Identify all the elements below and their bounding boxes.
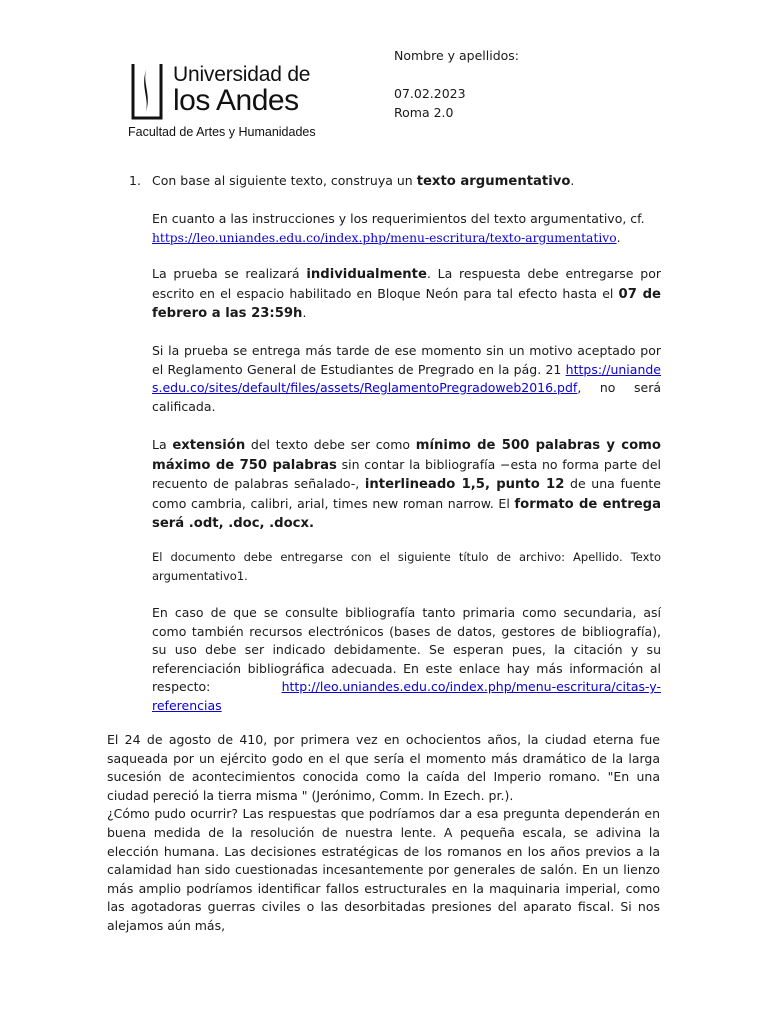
course-name: Roma 2.0 xyxy=(394,105,454,120)
question-text: Con base al siguiente texto, construya un texto argumentativo. xyxy=(152,173,575,189)
body-paragraph-2: ¿Cómo pudo ocurrir? Las respuestas que podríamos dar a esa pregunta dependerán en buena medida de la resolución de nuestra lente. A pequeña escala, se adivina la elección humana. Las decisiones estratégicas de los romanos en los años previos a la calamidad han sido cuestionadas incesantemente por generales de salón. En un lienzo más amplio podríamos identificar fallos estructurales en la maquinaria imperial, como las agotadoras guerras civiles o las desorbitadas presiones del aparato fiscal. Si nos alejamos aún más, xyxy=(107,806,660,933)
logo-los-andes-text: los Andes xyxy=(173,84,299,117)
university-emblem-icon xyxy=(127,60,167,122)
logo-university-text: Universidad de xyxy=(173,63,311,86)
individual-paragraph: La prueba se realizará individualmente. La respuesta debe entregarse por escrito en el espacio habilitado en Bloque Neón para tal efecto hasta el 07 de febrero a las 23:59h. xyxy=(152,266,662,322)
regulation-link[interactable]: https://uniandes.edu.co/sites/default/files/assets/ReglamentoPregradoweb2016.pdf xyxy=(152,361,661,396)
citations-link[interactable]: http://leo.uniandes.edu.co/index.php/menu-escritura/citas-y-referencias xyxy=(152,679,661,713)
body-paragraph-1: El 24 de agosto de 410, por primera vez en ochocientos años, la ciudad eterna fue saqueada por un ejército godo en el que sería el momento más dramático de la larga sucesión de acontecimientos conocida como la caída del Imperio romano. "En una ciudad pereció la tierra misma " (Jerónimo, Comm. In Ezech. pr.). xyxy=(107,732,660,803)
argumentative-text-link[interactable]: https://leo.uniandes.edu.co/index.php/menu-escritura/texto-argumentativo xyxy=(152,230,617,245)
name-label: Nombre y apellidos: xyxy=(394,48,520,63)
body-text xyxy=(107,731,660,936)
header-info xyxy=(394,46,694,122)
late-paragraph: Si la prueba se entrega más tarde de ese momento sin un motivo aceptado por el Reglamento General de Estudiantes de Pregrado en la pág. 21 https://uniandes.edu.co/sites/default/files/assets/ReglamentoPregradoweb2016.pdf, no será calificada. xyxy=(152,343,661,414)
filename-paragraph: El documento debe entregarse con el siguiente título de archivo: Apellido. Texto argumentativo1. xyxy=(152,550,661,583)
extension-paragraph: La extensión del texto debe ser como mínimo de 500 palabras y como máximo de 750 palabras sin contar la bibliografía −esta no forma parte del recuento de palabras señalado-, interlineado 1,5, punto 12 de una fuente como cambria, calibri, arial, times new roman narrow. El formato de entrega será .odt, .doc, .docx. xyxy=(152,437,661,532)
university-logo xyxy=(127,60,327,142)
list-number: 1. xyxy=(129,173,141,188)
logo-faculty-text: Facultad de Artes y Humanidades xyxy=(128,125,316,139)
date: 07.02.2023 xyxy=(394,86,466,101)
instructions-paragraph: En cuanto a las instrucciones y los requerimientos del texto argumentativo, cf. https://leo.uniandes.edu.co/index.php/menu-escritura/texto-argumentativo. xyxy=(152,211,645,245)
bibliography-paragraph: En caso de que se consulte bibliografía tanto primaria como secundaria, así como también recursos electrónicos (bases de datos, gestores de bibliografía), su uso debe ser indicado debidamente. Se esperan pues, la citación y su referenciación bibliográfica adecuada. En este enlace hay más información al respecto: http://leo.uniandes.edu.co/index.php/menu-escritura/citas-y-referencias xyxy=(152,605,661,713)
question-bold: texto argumentativo xyxy=(416,174,571,189)
